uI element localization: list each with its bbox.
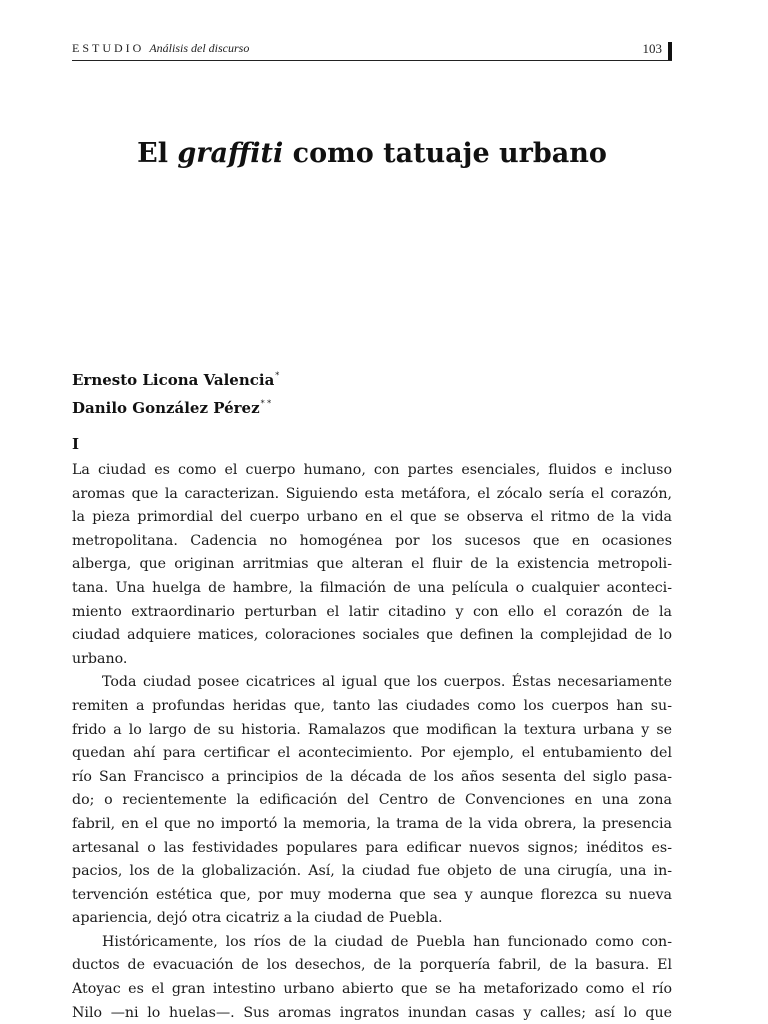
text-line: aromas que la caracterizan. Siguiendo esta metáfora, el zócalo sería el corazón,: [72, 485, 672, 502]
authors: [72, 364, 672, 420]
text-line: quedan ahí para certificar el acontecimiento. Por ejemplo, el entubamiento del: [72, 745, 672, 762]
text-line: alberga, que originan arritmias que alteran el fluir de la existencia metropoli-: [72, 556, 672, 573]
text-line: fabril, en el que no importó la memoria, la trama de la vida obrera, la presencia: [72, 815, 672, 832]
text-line: Nilo —ni lo huelas—. Sus aromas ingratos inundan casas y calles; así lo que: [72, 1004, 672, 1021]
text-line: remiten a profundas heridas que, tanto las ciudades como los cuerpos han su-: [72, 697, 672, 714]
text-line: tana. Una huelga de hambre, la filmación de una película o cualquier aconteci-: [72, 579, 672, 596]
running-head-label: [72, 41, 249, 56]
text-line: urbano.: [72, 650, 128, 667]
text-line: tervención estética que, por muy moderna que sea y aunque florezca su nueva: [72, 886, 672, 903]
title-italic: graffiti: [177, 138, 284, 169]
text-line: Atoyac es el gran intestino urbano abierto que se ha metaforizado como el río: [72, 981, 672, 998]
page-marker-bar: [668, 42, 672, 60]
text-line: la pieza primordial del cuerpo urbano en el que se observa el ritmo de la vida: [72, 509, 672, 526]
section-numeral: I: [72, 435, 80, 453]
text-line: artesanal o las festividades populares para edificar nuevos signos; inéditos es-: [72, 839, 672, 856]
text-line: Toda ciudad posee cicatrices al igual que los cuerpos. Éstas necesariamente: [102, 674, 672, 691]
text-line: Históricamente, los ríos de la ciudad de Puebla han funcionado como con-: [102, 933, 672, 950]
text-line: do; o recientemente la edificación del Centro de Convenciones en una zona: [72, 792, 672, 809]
section-name: ESTUDIO: [72, 41, 145, 55]
subsection-name: Análisis del discurso: [149, 41, 250, 55]
text-line: La ciudad es como el cuerpo humano, con partes esenciales, fluidos e incluso: [72, 462, 672, 478]
paragraph: [72, 671, 672, 931]
text-line: río San Francisco a principios de la década de los años sesenta del siglo pasa-: [72, 768, 672, 785]
footnote-mark[interactable]: *: [275, 371, 280, 380]
article-title: [72, 138, 672, 169]
text-line: ductos de evacuación de los desechos, de la porquería fabril, de la basura. El: [72, 957, 672, 974]
title-pre: El: [137, 138, 178, 169]
running-head: [72, 40, 672, 61]
article-body: [72, 459, 672, 1024]
author-1: [72, 364, 672, 392]
text-line: metropolitana. Cadencia no homogénea por los sucesos que en ocasiones: [72, 532, 672, 549]
text-line: pacios, los de la globalización. Así, la ciudad fue objeto de una cirugía, una in-: [72, 863, 672, 880]
text-line: ciudad adquiere matices, coloraciones sociales que definen la complejidad de lo: [72, 627, 672, 644]
author-name: Ernesto Licona Valencia: [72, 371, 275, 389]
page-number: 103: [642, 41, 662, 56]
author-name: Danilo González Pérez: [72, 399, 260, 417]
author-2: [72, 392, 672, 420]
text-line: frido a lo largo de su historia. Ramalazos que modifican la textura urbana y se: [72, 721, 672, 738]
title-post: como tatuaje urbano: [283, 138, 607, 169]
paragraph: [72, 459, 672, 671]
text-line: miento extraordinario perturban el latir citadino y con ello el corazón de la: [72, 603, 672, 620]
footnote-mark[interactable]: * *: [260, 399, 272, 408]
text-line: apariencia, dejó otra cicatriz a la ciudad de Puebla.: [72, 910, 443, 927]
paragraph: [72, 931, 672, 1024]
